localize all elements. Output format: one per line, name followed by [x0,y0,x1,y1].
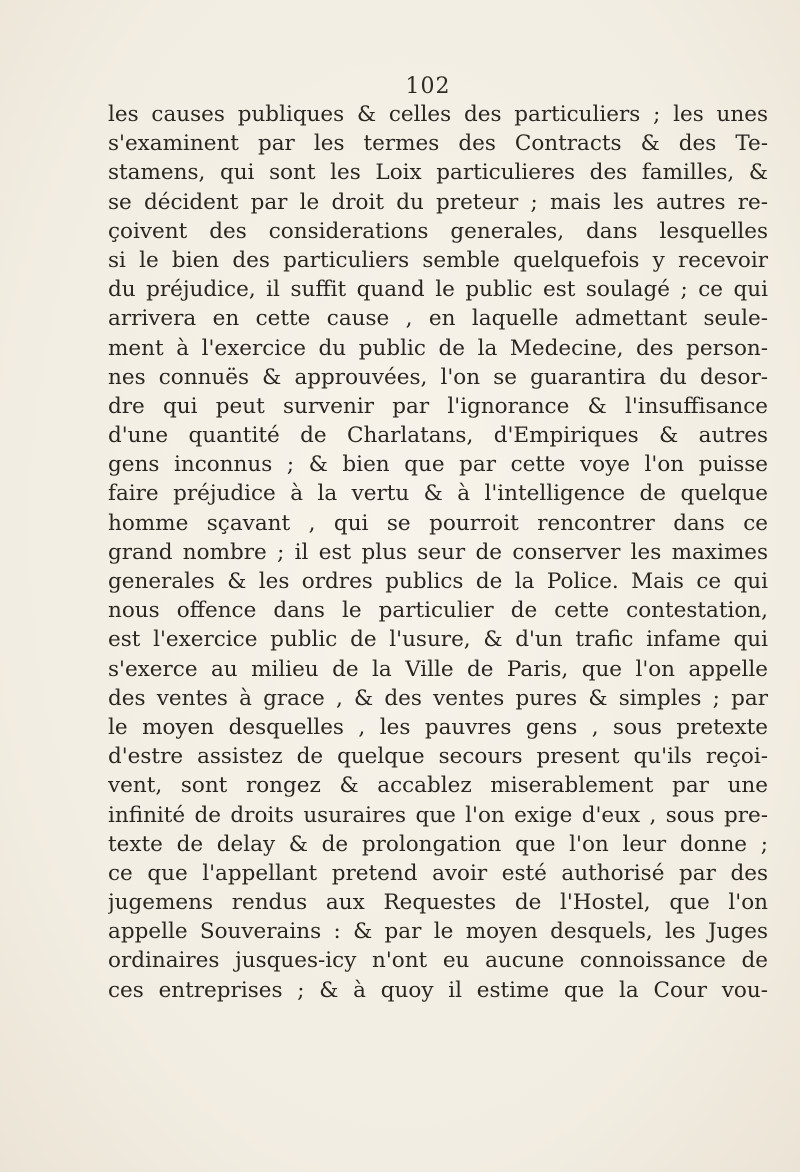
text-line: d'une quantité de Charlatans, d'Empiriques & autres [108,423,768,449]
text-line: faire préjudice à la vertu & à l'intelligence de quelque [108,481,768,507]
text-line: homme sçavant , qui se pourroit rencontrer dans ce [108,510,768,536]
text-line: infinité de droits usuraires que l'on exige d'eux , sous pre- [108,802,768,828]
text-line: grand nombre ; il est plus seur de conserver les maximes [108,539,768,565]
text-line: des ventes à grace , & des ventes pures & simples ; par [108,685,768,711]
text-line: stamens, qui sont les Loix particulieres des familles, & [108,160,768,186]
page-number: 102 [405,74,451,99]
text-line: ordinaires jusques-icy n'ont eu aucune connoissance de [108,948,768,974]
text-line: jugemens rendus aux Requestes de l'Hostel, que l'on [108,890,768,916]
text-line: ces entreprises ; & à quoy il estime que la Cour vou- [108,977,768,1003]
text-line: dre qui peut survenir par l'ignorance & l'insuffisance [108,393,768,419]
text-line: s'exerce au milieu de la Ville de Paris, que l'on appelle [108,656,768,682]
text-line: est l'exercice public de l'usure, & d'un trafic infame qui [108,627,768,653]
text-line: si le bien des particuliers semble quelquefois y recevoir [108,247,768,273]
text-line: nous offence dans le particulier de cette contestation, [108,598,768,624]
text-line: d'estre assistez de quelque secours present qu'ils reçoi- [108,744,768,770]
text-line: ment à l'exercice du public de la Medecine, des person- [108,335,768,361]
text-line: ce que l'appellant pretend avoir esté authorisé par des [108,860,768,886]
text-line: vent, sont rongez & accablez miserablement par une [108,773,768,799]
text-line: du préjudice, il suffit quand le public est soulagé ; ce qui [108,277,768,303]
text-line: çoivent des considerations generales, dans lesquelles [108,218,768,244]
text-line: le moyen desquelles , les pauvres gens , sous pretexte [108,714,768,740]
text-line: texte de delay & de prolongation que l'on leur donne ; [108,831,768,857]
text-line: se décident par le droit du preteur ; mais les autres re- [108,189,768,215]
text-line: appelle Souverains : & par le moyen desquels, les Juges [108,919,768,945]
text-line: nes connuës & approuvées, l'on se guarantira du desor- [108,364,768,390]
text-line: arrivera en cette cause , en laquelle admettant seule- [108,306,768,332]
text-line: gens inconnus ; & bien que par cette voye l'on puisse [108,452,768,478]
text-line: les causes publiques & celles des particuliers ; les unes [108,102,768,127]
text-line: s'examinent par les termes des Contracts & des Te- [108,131,768,157]
body-text [108,100,768,1005]
text-line: generales & les ordres publics de la Police. Mais ce qui [108,569,768,594]
